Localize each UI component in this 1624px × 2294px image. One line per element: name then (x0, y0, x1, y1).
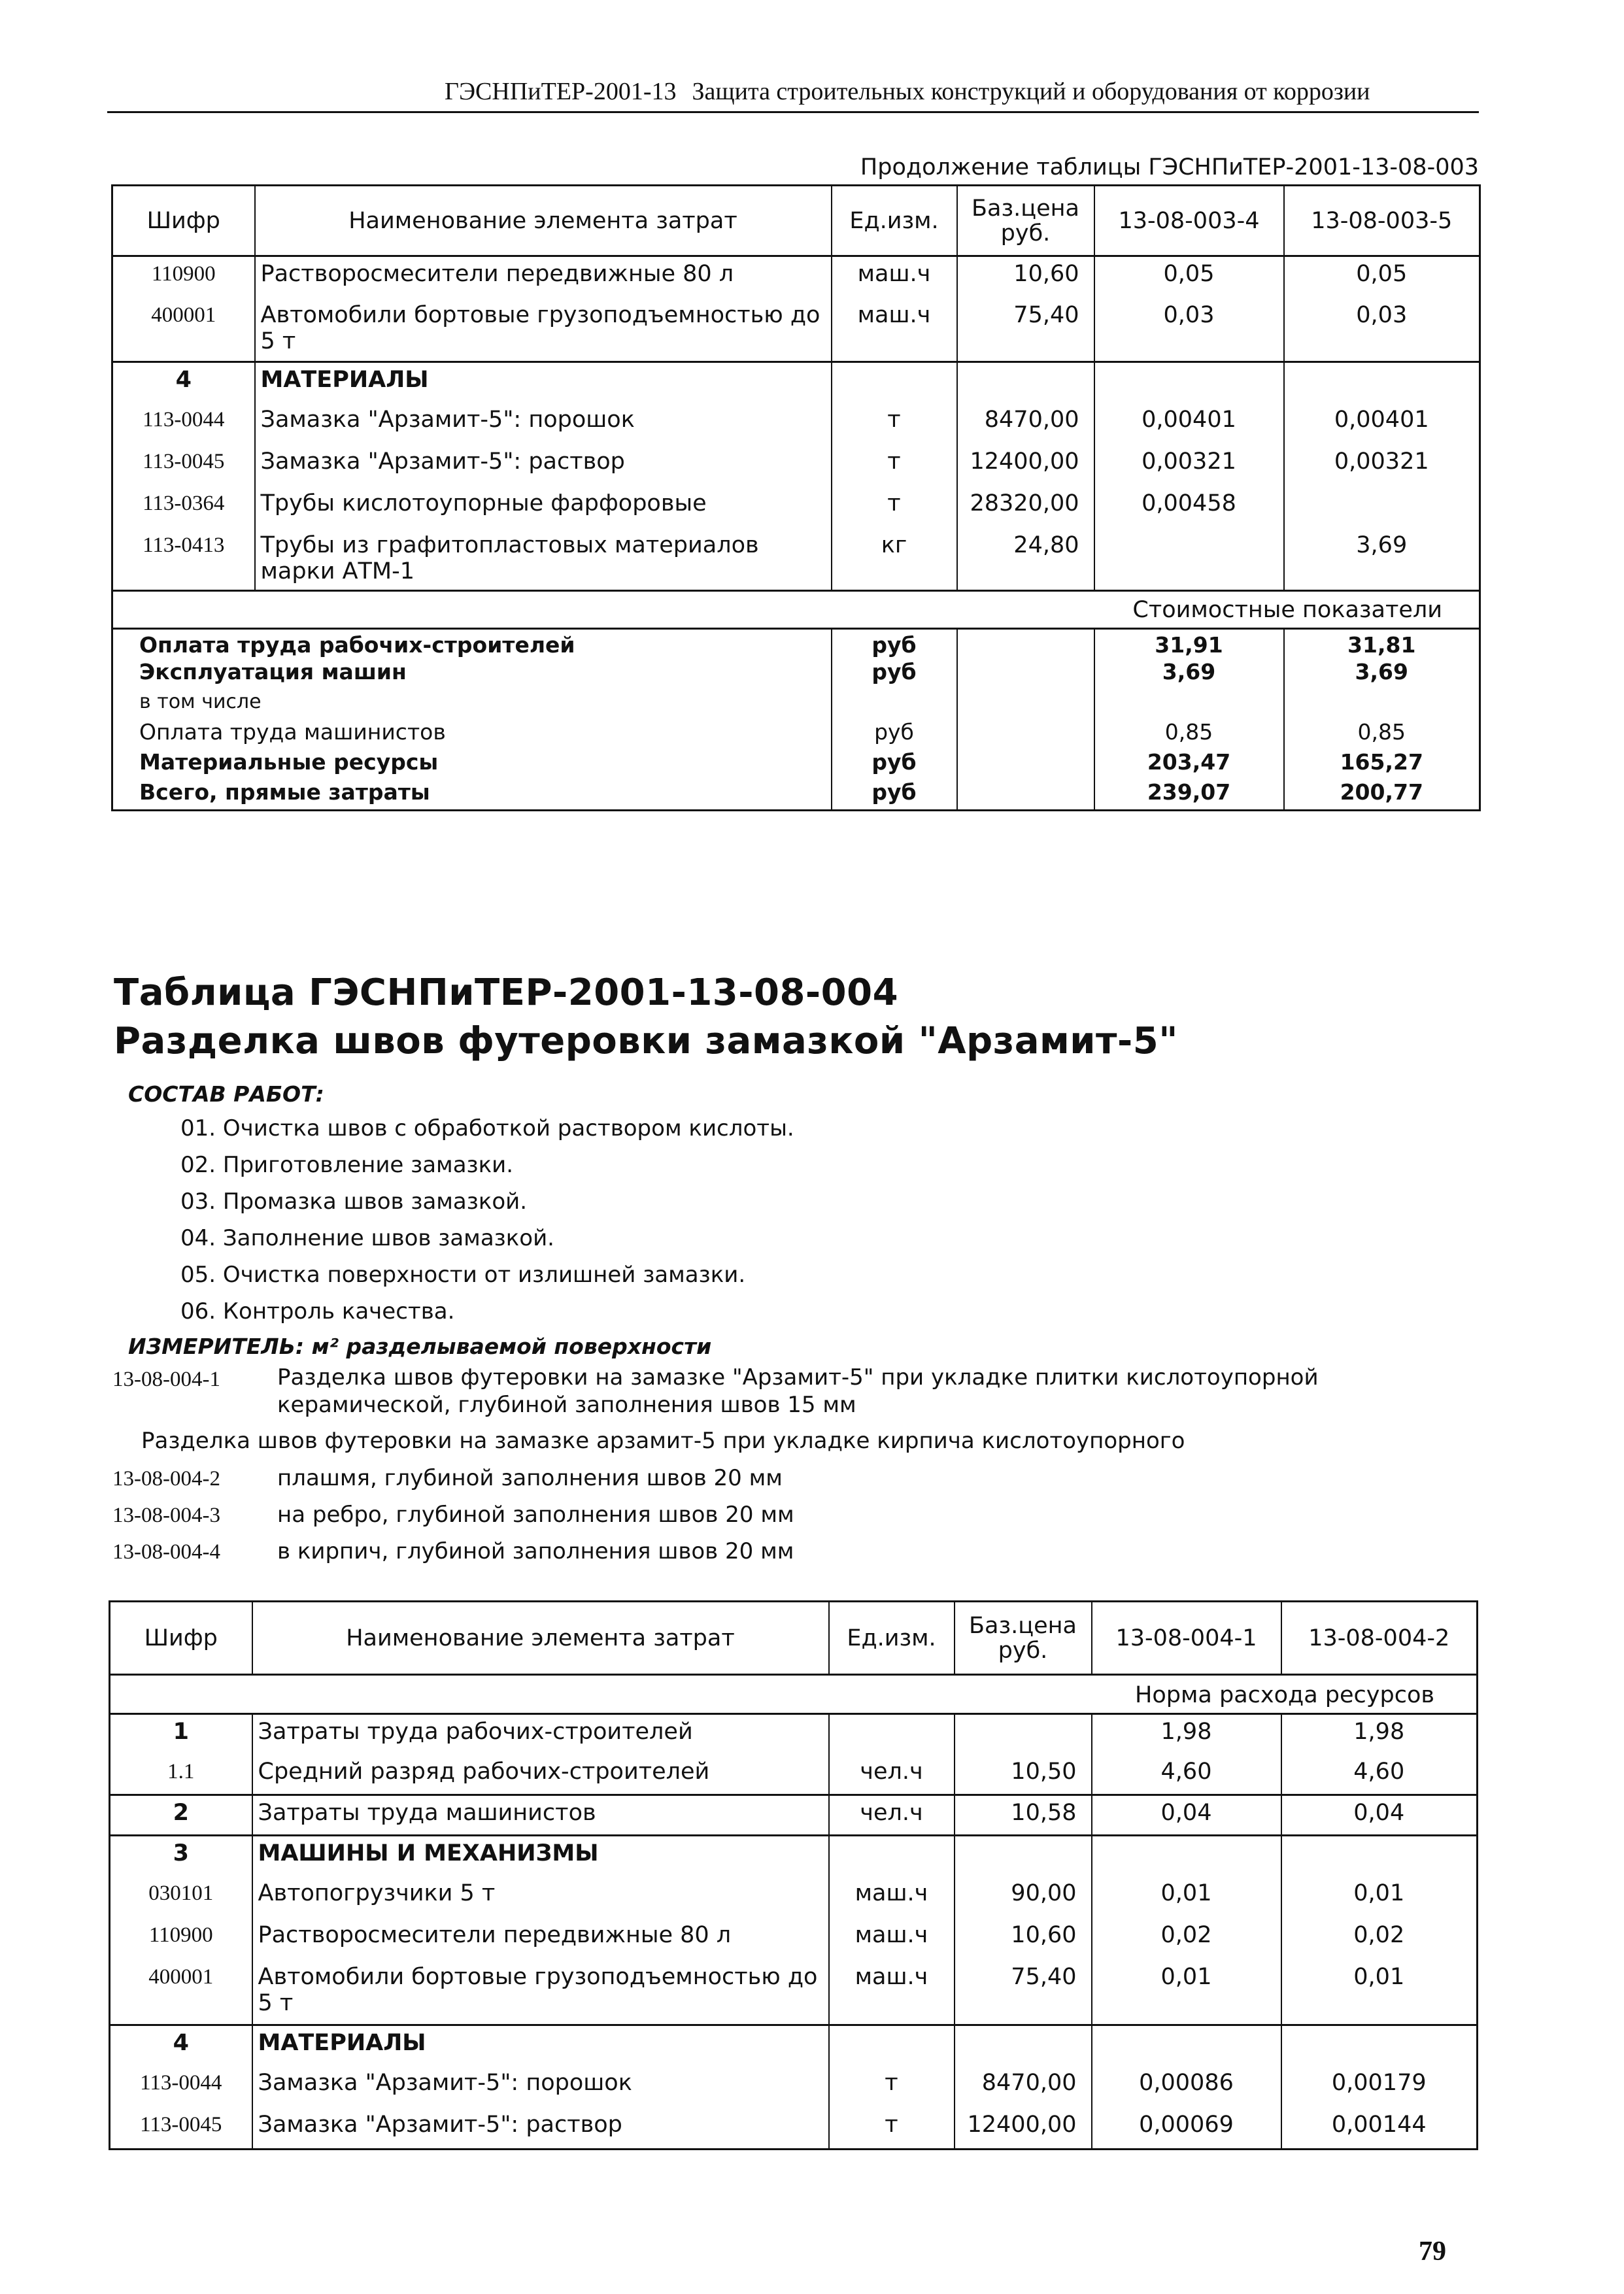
header-rule (107, 111, 1479, 113)
variant-group-note: Разделка швов футеровки на замазке арзамит-5 при укладке кирпича кислотоупорного (141, 1428, 1185, 1454)
measure-label: ИЗМЕРИТЕЛЬ: (128, 1334, 305, 1359)
row-name: Автопогрузчики 5 т (252, 1876, 829, 1918)
totals-v2: 31,81 (1284, 629, 1480, 659)
measure-line (128, 1334, 711, 1359)
row-name: Автомобили бортовые грузоподъемностью до 5 т (252, 1960, 829, 2025)
table-row (110, 1714, 1478, 1755)
work-item: 05. Очистка поверхности от излишней замазки. (180, 1262, 746, 1288)
row-v1: 0,00321 (1094, 445, 1284, 486)
row-price: 10,58 (955, 1795, 1092, 1836)
page-number: 79 (1419, 2236, 1446, 2267)
work-item: 04. Заполнение швов замазкой. (180, 1225, 554, 1251)
row-v2: 0,03 (1284, 298, 1480, 362)
section-code: 4 (110, 2025, 252, 2066)
row-unit: маш.ч (829, 1918, 955, 1960)
row-price: 10,50 (955, 1755, 1092, 1795)
works-heading: СОСТАВ РАБОТ: (128, 1081, 324, 1107)
totals-v2: 200,77 (1284, 779, 1480, 811)
row-price: 24,80 (957, 528, 1094, 591)
table2 (109, 1600, 1478, 2150)
row-name: Замазка "Арзамит-5": раствор (255, 445, 832, 486)
norm-caption-row (110, 1675, 1478, 1714)
row-price: 90,00 (955, 1876, 1092, 1918)
table-row (110, 1960, 1478, 2025)
totals-row (112, 659, 1480, 689)
col-header-unit: Ед.изм. (832, 186, 957, 256)
col-header-v2: 13-08-003-5 (1284, 186, 1480, 256)
totals-unit: руб (832, 719, 957, 749)
measure-value: м² разделываемой поверхности (311, 1334, 712, 1359)
work-item: 01. Очистка швов с обработкой раствором кислоты. (180, 1115, 794, 1141)
variant-text: Разделка швов футеровки на замазке "Арзамит-5" при укладке плитки кислотоупорной керамической, глубиной заполнения швов 15 мм (277, 1364, 1319, 1418)
totals-name: Оплата труда рабочих-строителей (112, 629, 832, 659)
row-name: Замазка "Арзамит-5": порошок (255, 403, 832, 445)
row-price: 12400,00 (955, 2108, 1092, 2150)
row-v2: 4,60 (1281, 1755, 1478, 1795)
totals-v2: 165,27 (1284, 749, 1480, 779)
table1 (111, 184, 1481, 811)
header-code: ГЭСНПиТЕР-2001-13 (445, 78, 677, 105)
row-v1: 0,01 (1092, 1960, 1281, 2025)
row-v2: 0,04 (1281, 1795, 1478, 1836)
variant-code: 13-08-004-2 (112, 1467, 220, 1491)
row-code: 1.1 (110, 1755, 252, 1795)
row-v2 (1284, 486, 1480, 528)
row-name: Автомобили бортовые грузоподъемностью до 5 т (255, 298, 832, 362)
row-code: 1 (110, 1714, 252, 1755)
table-row (112, 486, 1480, 528)
row-unit: т (829, 2108, 955, 2150)
totals-name: Оплата труда машинистов (112, 719, 832, 749)
col-header-code: Шифр (110, 1602, 252, 1675)
variant-code: 13-08-004-1 (112, 1368, 220, 1391)
row-code: 113-0045 (112, 445, 255, 486)
table1-header-row (112, 186, 1480, 256)
row-price: 75,40 (957, 298, 1094, 362)
cost-caption-row (112, 591, 1480, 629)
row-v2: 0,00144 (1281, 2108, 1478, 2150)
row-code: 113-0413 (112, 528, 255, 591)
col-header-price: Баз.цена руб. (957, 186, 1094, 256)
totals-row (112, 629, 1480, 659)
row-unit: кг (832, 528, 957, 591)
table-row (110, 1795, 1478, 1836)
totals-unit: руб (832, 629, 957, 659)
row-v2: 3,69 (1284, 528, 1480, 591)
row-v1: 1,98 (1092, 1714, 1281, 1755)
totals-v1: 239,07 (1094, 779, 1284, 811)
row-v1: 0,05 (1094, 256, 1284, 298)
row-code: 113-0045 (110, 2108, 252, 2150)
variant-code: 13-08-004-3 (112, 1504, 220, 1527)
row-code: 110900 (110, 1918, 252, 1960)
row-name: Растворосмесители передвижные 80 л (255, 256, 832, 298)
row-name: Трубы из графитопластовых материалов марки АТМ-1 (255, 528, 832, 591)
table2-subtitle: Разделка швов футеровки замазкой "Арзамит-5" (114, 1020, 1178, 1062)
row-price: 28320,00 (957, 486, 1094, 528)
table-row (110, 2066, 1478, 2108)
section-row-materials (112, 362, 1480, 403)
row-v1: 0,02 (1092, 1918, 1281, 1960)
row-v1: 0,04 (1092, 1795, 1281, 1836)
row-v2: 0,05 (1284, 256, 1480, 298)
col-header-price: Баз.цена руб. (955, 1602, 1092, 1675)
row-price: 75,40 (955, 1960, 1092, 2025)
totals-name: Всего, прямые затраты (112, 779, 832, 811)
totals-v1: 203,47 (1094, 749, 1284, 779)
work-item: 06. Контроль качества. (180, 1298, 455, 1324)
row-v2: 0,00401 (1284, 403, 1480, 445)
totals-name: в том числе (112, 689, 832, 719)
row-v1: 0,00401 (1094, 403, 1284, 445)
row-name: Растворосмесители передвижные 80 л (252, 1918, 829, 1960)
section-name: МАТЕРИАЛЫ (255, 362, 832, 403)
totals-unit: руб (832, 779, 957, 811)
row-name: Замазка "Арзамит-5": порошок (252, 2066, 829, 2108)
table-row (112, 445, 1480, 486)
totals-v2: 3,69 (1284, 659, 1480, 689)
table2-title: Таблица ГЭСНПиТЕР-2001-13-08-004 (114, 971, 899, 1014)
row-price: 8470,00 (957, 403, 1094, 445)
cost-caption: Стоимостные показатели (112, 591, 1480, 629)
section-code: 4 (112, 362, 255, 403)
table-row (110, 1876, 1478, 1918)
col-header-code: Шифр (112, 186, 255, 256)
section-name: МАТЕРИАЛЫ (252, 2025, 829, 2066)
row-name: Затраты труда рабочих-строителей (252, 1714, 829, 1755)
row-price: 12400,00 (957, 445, 1094, 486)
row-v2: 0,01 (1281, 1876, 1478, 1918)
row-unit (829, 1714, 955, 1755)
table1-continuation-caption: Продолжение таблицы ГЭСНПиТЕР-2001-13-08-003 (860, 154, 1479, 180)
totals-row (112, 689, 1480, 719)
totals-name: Материальные ресурсы (112, 749, 832, 779)
row-code: 030101 (110, 1876, 252, 1918)
row-v1: 4,60 (1092, 1755, 1281, 1795)
row-code: 400001 (112, 298, 255, 362)
row-v1: 0,01 (1092, 1876, 1281, 1918)
header-title: Защита строительных конструкций и оборудования от коррозии (692, 78, 1370, 105)
running-header (445, 77, 1370, 106)
row-unit: т (829, 2066, 955, 2108)
variant-text: в кирпич, глубиной заполнения швов 20 мм (277, 1538, 794, 1564)
table-row (110, 1918, 1478, 1960)
totals-unit: руб (832, 659, 957, 689)
row-unit: т (832, 445, 957, 486)
totals-v1: 31,91 (1094, 629, 1284, 659)
table-row (112, 403, 1480, 445)
row-v2: 0,00321 (1284, 445, 1480, 486)
row-v1 (1094, 528, 1284, 591)
row-unit: чел.ч (829, 1755, 955, 1795)
col-header-unit: Ед.изм. (829, 1602, 955, 1675)
row-name: Замазка "Арзамит-5": раствор (252, 2108, 829, 2150)
row-price: 10,60 (955, 1918, 1092, 1960)
row-v1: 0,00458 (1094, 486, 1284, 528)
row-unit: маш.ч (829, 1960, 955, 2025)
section-name: МАШИНЫ И МЕХАНИЗМЫ (252, 1836, 829, 1876)
section-row-machines (110, 1836, 1478, 1876)
table-row (112, 528, 1480, 591)
row-v1: 0,00069 (1092, 2108, 1281, 2150)
row-code: 2 (110, 1795, 252, 1836)
row-v2: 0,00179 (1281, 2066, 1478, 2108)
row-code: 400001 (110, 1960, 252, 2025)
row-v2: 0,01 (1281, 1960, 1478, 2025)
row-name: Затраты труда машинистов (252, 1795, 829, 1836)
col-header-name: Наименование элемента затрат (255, 186, 832, 256)
work-item: 02. Приготовление замазки. (180, 1152, 514, 1178)
row-unit: маш.ч (829, 1876, 955, 1918)
table-row (110, 1755, 1478, 1795)
totals-v1: 0,85 (1094, 719, 1284, 749)
totals-row (112, 779, 1480, 811)
section-code: 3 (110, 1836, 252, 1876)
col-header-v1: 13-08-004-1 (1092, 1602, 1281, 1675)
norm-caption: Норма расхода ресурсов (110, 1675, 1478, 1714)
row-unit: маш.ч (832, 256, 957, 298)
totals-row (112, 749, 1480, 779)
row-price (955, 1714, 1092, 1755)
section-row-materials (110, 2025, 1478, 2066)
row-price: 8470,00 (955, 2066, 1092, 2108)
col-header-v1: 13-08-003-4 (1094, 186, 1284, 256)
totals-v1: 3,69 (1094, 659, 1284, 689)
totals-v2: 0,85 (1284, 719, 1480, 749)
row-unit: маш.ч (832, 298, 957, 362)
row-name: Средний разряд рабочих-строителей (252, 1755, 829, 1795)
row-code: 113-0364 (112, 486, 255, 528)
row-code: 110900 (112, 256, 255, 298)
variant-text: плашмя, глубиной заполнения швов 20 мм (277, 1465, 783, 1491)
totals-unit: руб (832, 749, 957, 779)
table-row (112, 298, 1480, 362)
totals-row (112, 719, 1480, 749)
table-row (110, 2108, 1478, 2150)
totals-name: Эксплуатация машин (112, 659, 832, 689)
row-name: Трубы кислотоупорные фарфоровые (255, 486, 832, 528)
row-code: 113-0044 (112, 403, 255, 445)
row-v2: 0,02 (1281, 1918, 1478, 1960)
row-v1: 0,00086 (1092, 2066, 1281, 2108)
work-item: 03. Промазка швов замазкой. (180, 1189, 528, 1215)
row-v1: 0,03 (1094, 298, 1284, 362)
row-v2: 1,98 (1281, 1714, 1478, 1755)
table2-header-row (110, 1602, 1478, 1675)
row-unit: т (832, 486, 957, 528)
col-header-v2: 13-08-004-2 (1281, 1602, 1478, 1675)
row-unit: чел.ч (829, 1795, 955, 1836)
variant-text: на ребро, глубиной заполнения швов 20 мм (277, 1502, 794, 1528)
row-code: 113-0044 (110, 2066, 252, 2108)
row-unit: т (832, 403, 957, 445)
table-row (112, 256, 1480, 298)
col-header-name: Наименование элемента затрат (252, 1602, 829, 1675)
variant-code: 13-08-004-4 (112, 1540, 220, 1564)
row-price: 10,60 (957, 256, 1094, 298)
